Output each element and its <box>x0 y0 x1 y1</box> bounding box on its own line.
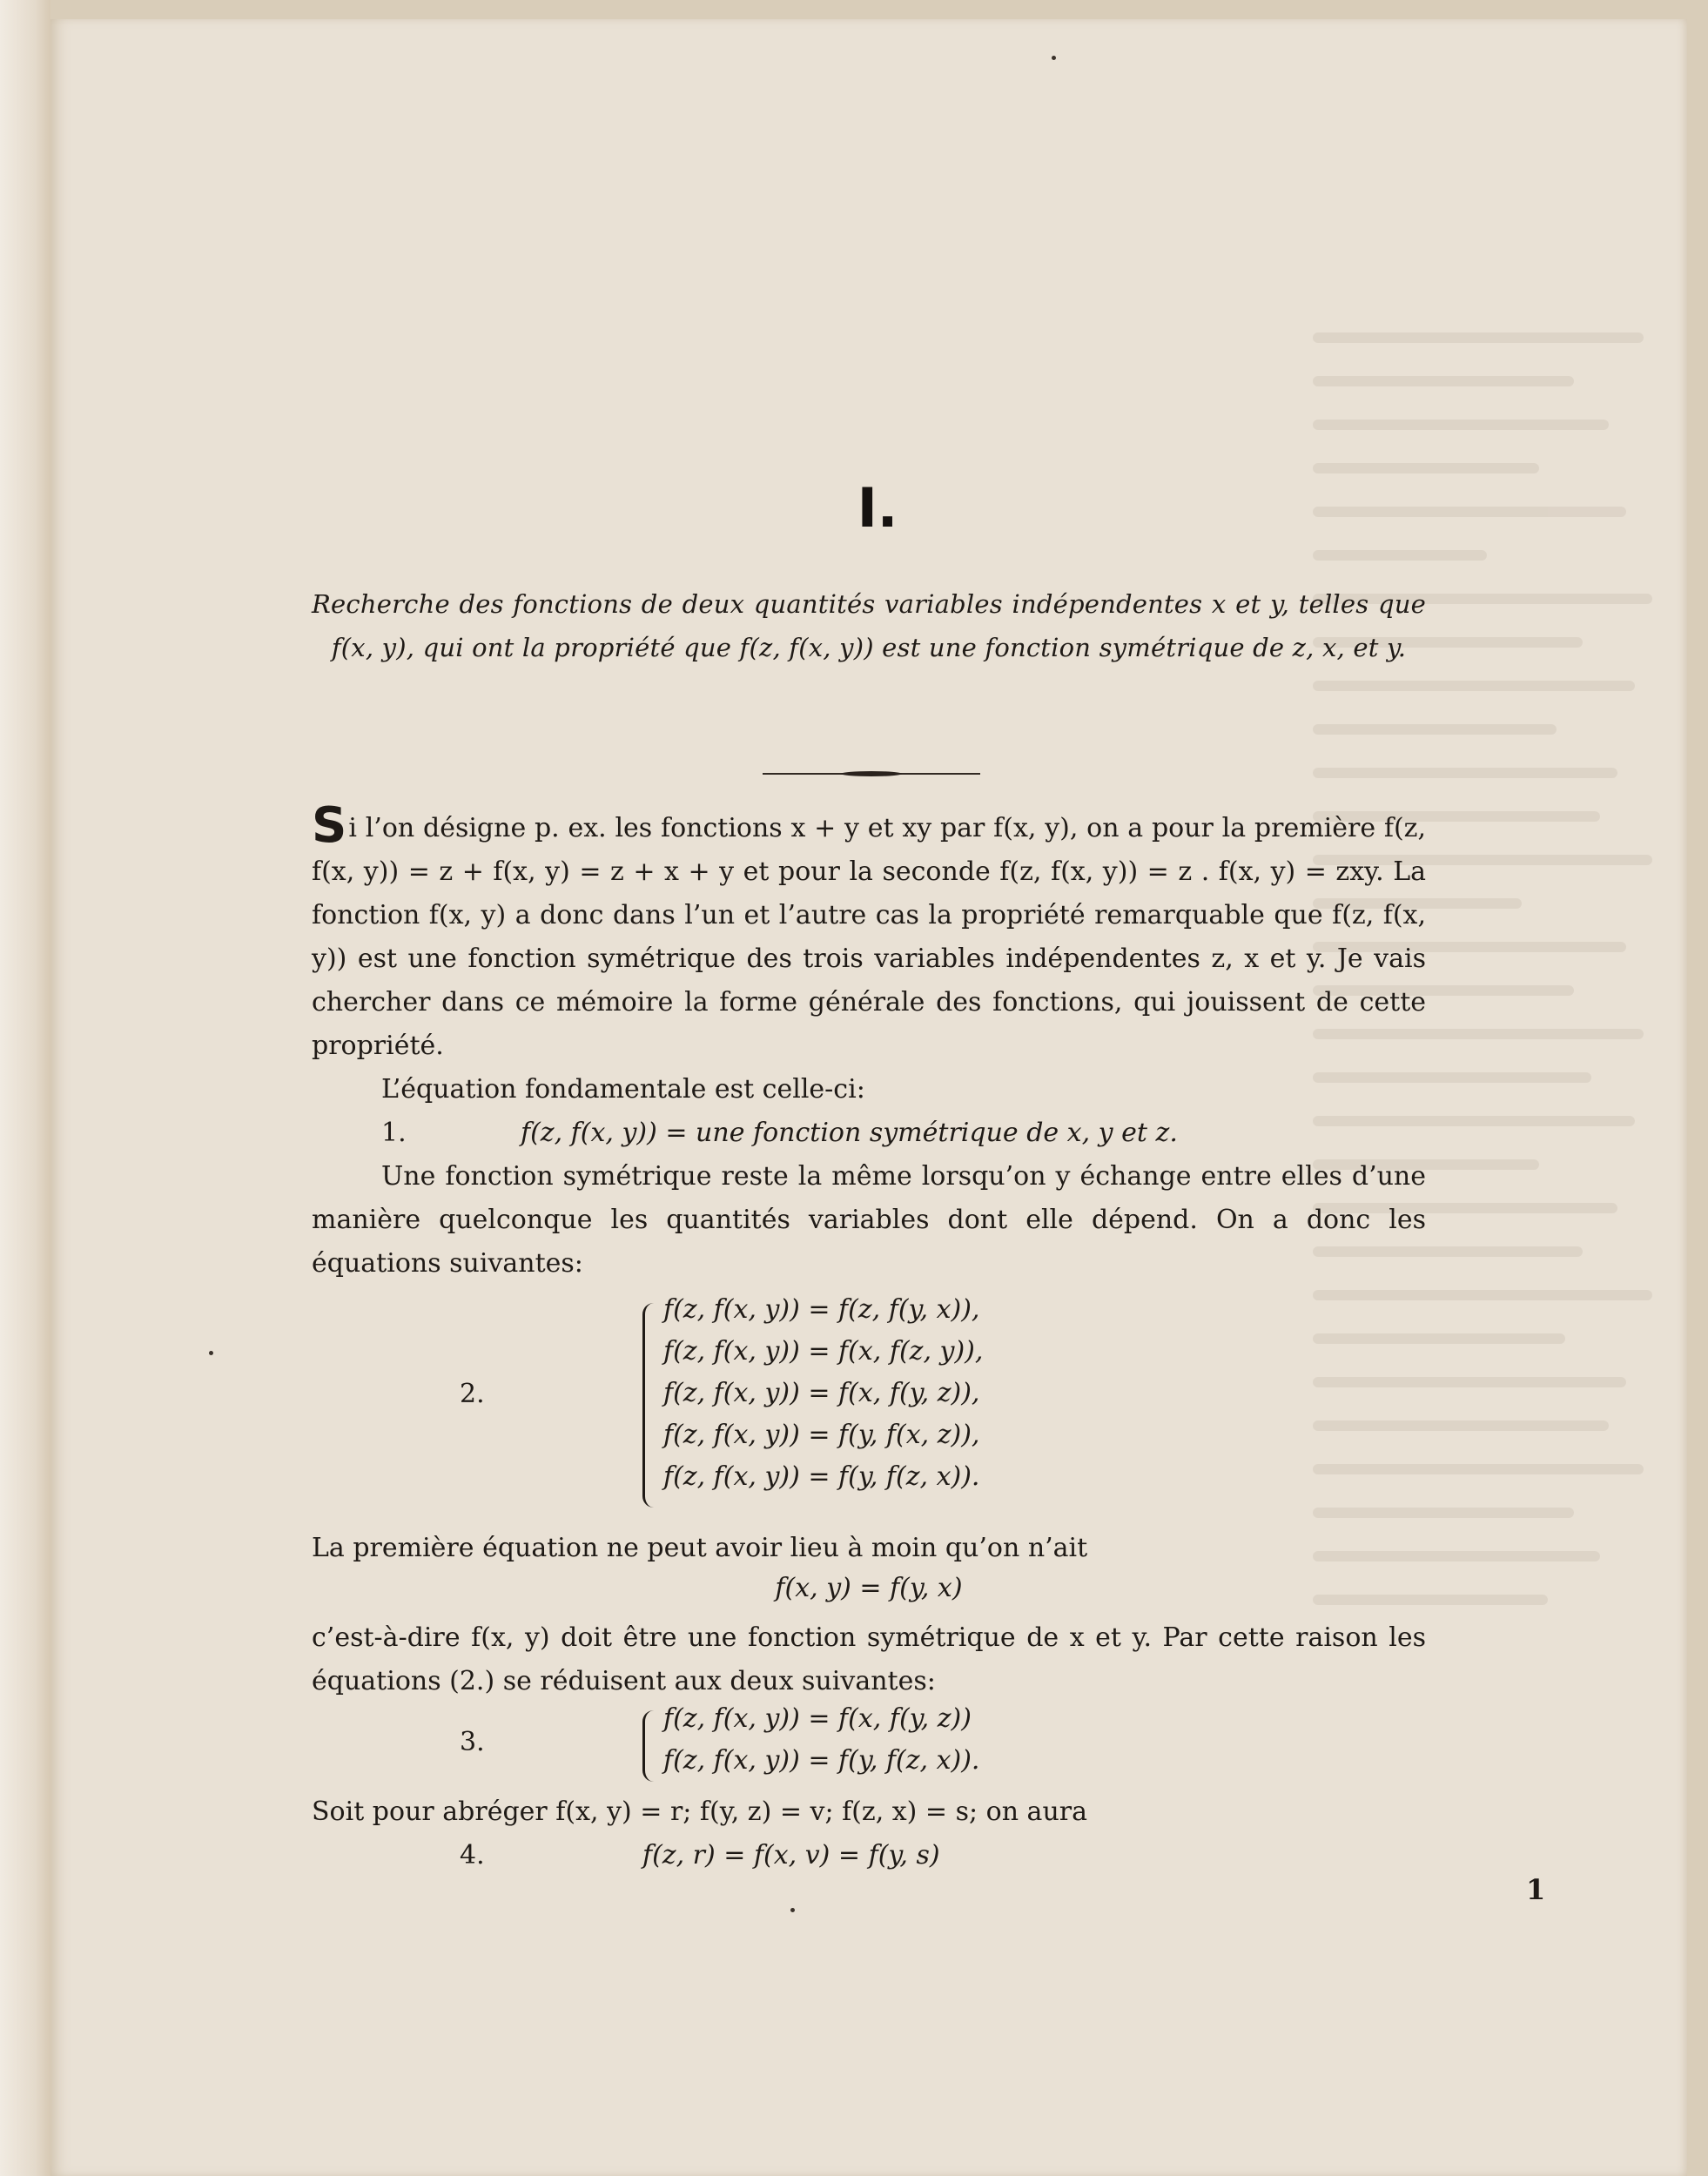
brace <box>642 1303 654 1508</box>
drop-cap: S <box>312 797 347 854</box>
paper-speck <box>209 1351 213 1355</box>
equation-body: f(z, r) = f(x, v) = f(y, s) <box>642 1840 940 1870</box>
equation-number: 1. <box>381 1118 407 1148</box>
section-title: Recherche des fonctions de deux quantités variables indépendentes x et y, telles que f(x, y), qui ont la propriété que f(z, f(x, y)) est une fonction symétrique de z, x, et y. <box>312 589 1426 662</box>
intro-text: i l’on désigne p. ex. les fonctions x + y et xy par f(x, y), on a pour la première f(z, f(x, y)) = z + f(x, y) = z + x + y et pour la seconde f(z, f(x, y)) = z . f(x, y) = zxy. La fonction f(x, y) a donc dans l’un et l’autre cas la propriété remarquable que f(z, f(x, y)) est une fonction symétrique des trois variables indépendentes z, x et y. Je vais chercher dans ce mémoire la forme générale des fonctions, qui jouissent de cette propriété. <box>312 813 1426 1061</box>
paper-speck <box>1052 56 1056 60</box>
equation-line: f(z, f(x, y)) = f(x, f(y, z)), <box>663 1378 980 1408</box>
equation-line: f(z, f(x, y)) = f(y, f(z, x)). <box>663 1461 980 1492</box>
equation-number: 3. <box>460 1727 485 1757</box>
ornamental-rule <box>763 773 980 775</box>
page-number: 1 <box>1526 1873 1546 1906</box>
equation-line: f(z, f(x, y)) = f(x, f(y, z)) <box>663 1703 972 1734</box>
page-edge <box>0 0 50 2176</box>
paper-speck <box>790 1908 795 1912</box>
section-numeral: I. <box>857 476 898 540</box>
symmetry-equation: f(x, y) = f(y, x) <box>775 1573 963 1603</box>
symmetric-paragraph: Une fonction symétrique reste la même lorsqu’on y échange entre elles d’une manière quelconque les quantités variables dont elle dépend. On a donc les équations suivantes: <box>312 1161 1426 1279</box>
document-page <box>50 19 1687 2176</box>
equation-line: f(z, f(x, y)) = f(z, f(y, x)), <box>663 1294 980 1325</box>
equation-line: f(z, f(x, y)) = f(y, f(x, z)), <box>663 1420 980 1450</box>
equation-line: f(z, f(x, y)) = f(y, f(z, x)). <box>663 1745 980 1776</box>
fundamental-paragraph: L’équation fondamentale est celle-ci: <box>381 1074 865 1105</box>
reduction-paragraph: c’est-à-dire f(x, y) doit être une fonction symétrique de x et y. Par cette raison les équations (2.) se réduisent aux deux suivantes: <box>312 1622 1426 1696</box>
equation-line: f(z, f(x, y)) = f(x, f(z, y)), <box>663 1336 984 1367</box>
first-equation-paragraph: La première équation ne peut avoir lieu à moin qu’on n’ait <box>312 1533 1088 1563</box>
abbreviation-paragraph: Soit pour abréger f(x, y) = r; f(y, z) = v; f(z, x) = s; on aura <box>312 1797 1087 1827</box>
intro-paragraph <box>312 797 1426 1068</box>
equation-body: f(z, f(x, y)) = une fonction symétrique de x, y et z. <box>521 1118 1178 1148</box>
brace <box>642 1710 654 1782</box>
equation-number: 4. <box>460 1840 485 1870</box>
equation-number: 2. <box>460 1379 485 1409</box>
